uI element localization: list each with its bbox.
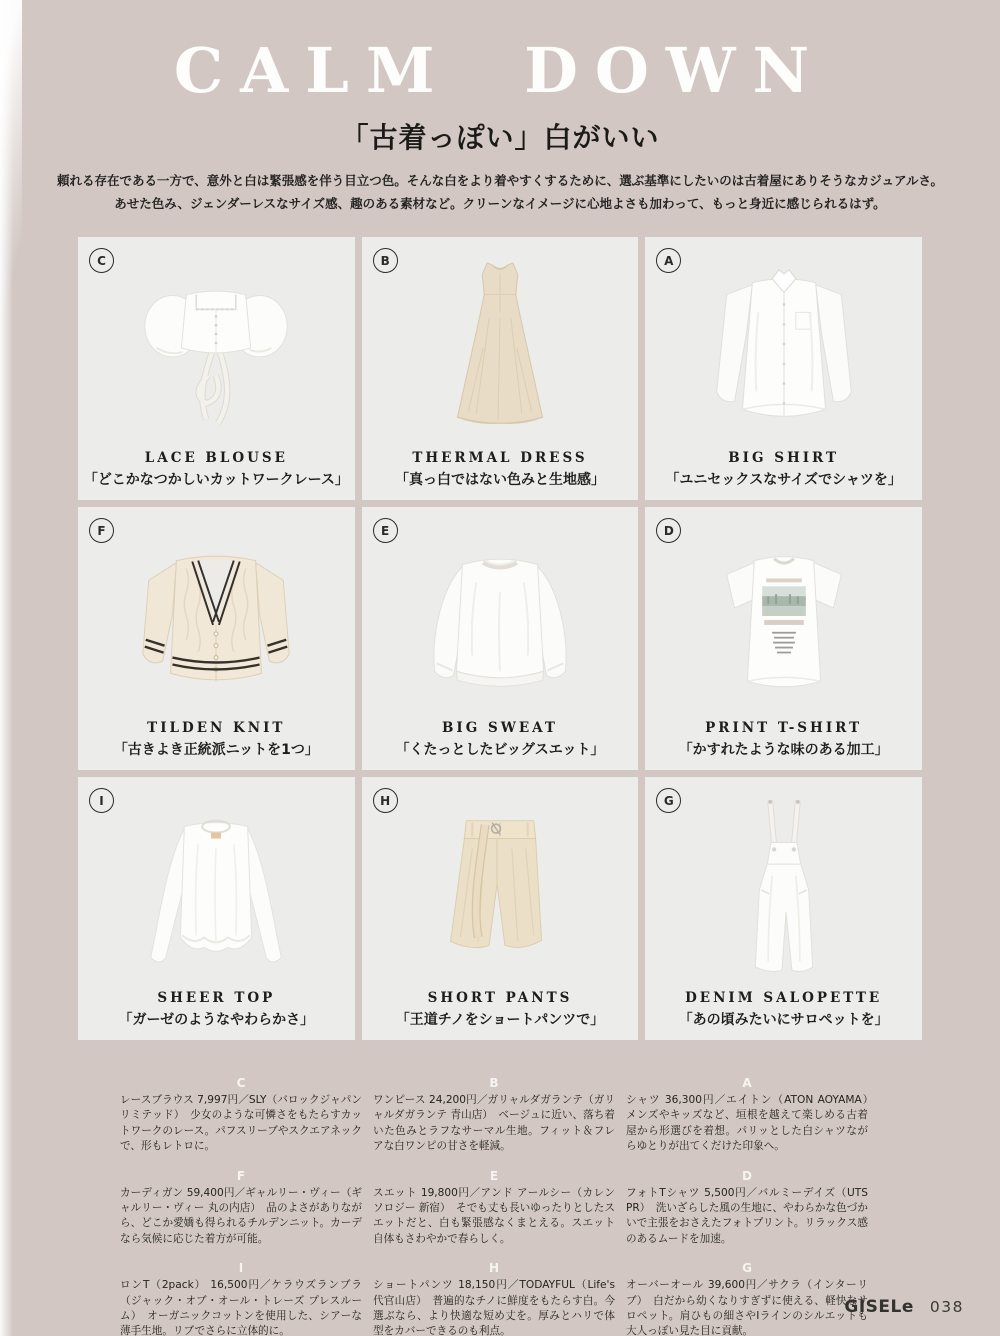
detail-entry-g xyxy=(626,1261,868,1336)
entry-letter: D xyxy=(742,1168,752,1183)
intro-line-2: あせた色み、ジェンダーレスなサイズ感、趣のある素材など。クリーンなイメージに心地よさも加わって、もっと身近に感じられるはず。 xyxy=(114,196,886,212)
product-caption: 「ユニセックスなサイズでシャツを」 xyxy=(665,472,902,488)
tilden-knit-image xyxy=(100,523,332,709)
product-photo xyxy=(645,777,922,990)
letter-badge xyxy=(89,518,114,543)
detail-entry-h xyxy=(373,1261,615,1336)
entry-text: ロンT（2pack） 16,500円／ケラウズランブラ（ジャック・オブ・オール・トレーズ プレスルーム） オーガニックコットンを使用した、シアーな薄手生地。リブでさらに立体的に。 xyxy=(120,1279,362,1336)
product-photo xyxy=(78,777,355,990)
letter-badge xyxy=(89,788,114,813)
product-photo xyxy=(362,777,639,990)
entry-text: オーバーオール 39,600円／サクラ（インターリブ） 白だから幼くなりすぎずに使える、軽快なサロペット。肩ひもの細さやIラインのシルエットも大人っぽい見た目に貢献。 xyxy=(626,1279,868,1336)
letter-badge xyxy=(373,518,398,543)
product-caption: 「あの頃みたいにサロペットを」 xyxy=(678,1012,889,1028)
entry-letter: B xyxy=(489,1076,499,1090)
letter-badge-text: G xyxy=(663,793,674,808)
product-grid xyxy=(78,237,922,1040)
product-photo xyxy=(645,237,922,450)
product-name: LACE BLOUSE xyxy=(144,450,288,466)
detail-entry-f xyxy=(120,1169,362,1248)
letter-badge-text: C xyxy=(97,253,106,268)
product-caption: 「くたっとしたビッグスエット」 xyxy=(395,742,605,758)
intro-paragraph xyxy=(0,169,1000,215)
entry-letter: G xyxy=(742,1261,752,1276)
big-shirt-image xyxy=(668,253,900,439)
product-name: BIG SWEAT xyxy=(442,720,558,736)
product-photo xyxy=(362,237,639,450)
product-name: BIG SHIRT xyxy=(728,450,840,466)
entry-letter: E xyxy=(489,1168,499,1183)
product-caption: 「かすれたような味のある加工」 xyxy=(678,742,889,758)
product-caption: 「どこかなつかしいカットワークレース」 xyxy=(83,472,349,488)
entry-letter: F xyxy=(236,1168,246,1183)
product-name: TILDEN KNIT xyxy=(147,720,286,736)
entry-letter: C xyxy=(236,1076,246,1090)
detail-column-2 xyxy=(373,1076,615,1336)
letter-badge-text: F xyxy=(97,523,106,538)
entry-letter: I xyxy=(238,1261,244,1276)
letter-badge-text: I xyxy=(99,793,104,808)
product-name: PRINT T-SHIRT xyxy=(705,720,863,736)
product-name: THERMAL DRESS xyxy=(412,450,588,466)
entry-text: ショートパンツ 18,150円／TODAYFUL（Life's 代官山店） 普遍的なチノに鮮度をもたらす白。今選ぶなら、より快適な短め丈を。厚みとハリで体型をカバーできるのも利点。 xyxy=(373,1279,615,1336)
entry-letter: A xyxy=(742,1076,752,1090)
product-card-denim-salopette xyxy=(645,777,922,1040)
thermal-dress-image xyxy=(384,253,616,439)
product-card-short-pants xyxy=(362,777,639,1040)
magazine-logo: GISELe xyxy=(844,1297,914,1317)
product-name: SHORT PANTS xyxy=(427,990,573,1006)
letter-badge-text: H xyxy=(380,793,391,808)
product-card-big-sweat xyxy=(362,507,639,770)
detail-entry-i xyxy=(120,1261,362,1336)
entry-text: シャツ 36,300円／エイトン（ATON AOYAMA） メンズやキッズなど、垣根を越えて楽しめる古着屋から形選びを着想。パリッとした白シャツながらゆとりが出てくだけた印象へ。 xyxy=(626,1094,879,1153)
page-subtitle: 「古着っぽい」白がいい xyxy=(340,121,660,155)
intro-line-1: 頼れる存在である一方で、意外と白は緊張感を伴う目立つ色。そんな白をより着やすくするために、選ぶ基準にしたいのは古着屋にありそうなカジュアルさ。 xyxy=(56,173,943,189)
product-photo xyxy=(78,507,355,720)
product-card-sheer-top xyxy=(78,777,355,1040)
product-photo xyxy=(645,507,922,720)
detail-entry-b xyxy=(373,1076,615,1155)
entry-text: フォトTシャツ 5,500円／バルミーデイズ（UTS PR） 洗いざらした風の生地に、やわらかな色づかいで主張をおさえたフォトプリント。リラックス感のあるムードを加速。 xyxy=(626,1186,868,1245)
letter-badge-text: E xyxy=(381,523,390,538)
short-pants-image xyxy=(384,793,616,979)
lace-blouse-image xyxy=(100,253,332,439)
letter-badge-text: B xyxy=(380,253,390,268)
product-photo xyxy=(362,507,639,720)
page-footer xyxy=(844,1297,964,1317)
entry-text: スエット 19,800円／アンド アールシー（カレンソロジー 新宿） そでも丈も長いゆったりとしたスエットだと、白も緊張感なくまとえる。スエット自体もさわやかで春らしく。 xyxy=(373,1186,615,1245)
product-name: SHEER TOP xyxy=(157,990,276,1006)
product-card-big-shirt xyxy=(645,237,922,500)
detail-entry-e xyxy=(373,1169,615,1248)
letter-badge-text: D xyxy=(663,523,674,538)
detail-entry-d xyxy=(626,1169,868,1248)
letter-badge xyxy=(373,788,398,813)
product-caption: 「ガーゼのようなやわらかさ」 xyxy=(118,1012,315,1028)
product-name: DENIM SALOPETTE xyxy=(685,990,883,1006)
letter-badge-text: A xyxy=(664,253,674,268)
detail-entry-c xyxy=(120,1076,362,1155)
entry-text: カーディガン 59,400円／ギャルリー・ヴィー（ギャルリー・ヴィー 丸の内店） 品のよさがありながら、どこか愛嬌も得られるチルデンニット。カーデなら気候に応じた着方が可能。 xyxy=(120,1186,362,1245)
product-card-tilden-knit xyxy=(78,507,355,770)
detail-column-1 xyxy=(120,1076,362,1336)
product-caption: 「王道チノをショートパンツで」 xyxy=(395,1012,605,1028)
denim-salopette-image xyxy=(668,793,900,979)
product-card-print-tshirt xyxy=(645,507,922,770)
product-caption: 「真っ白ではない色みと生地感」 xyxy=(394,472,605,488)
print-tshirt-image xyxy=(668,523,900,709)
letter-badge xyxy=(89,248,114,273)
page-title: CALM DOWN xyxy=(173,34,827,107)
product-photo xyxy=(78,237,355,450)
sheer-top-image xyxy=(100,793,332,979)
entry-text: レースブラウス 7,997円／SLY（バロックジャパンリミテッド） 少女のような可憐さをもたらすカットワークのレース。パフスリーブやスクエアネックで、形もレトロに。 xyxy=(120,1094,362,1153)
entry-text: ワンピース 24,200円／ガリャルダガランテ（ガリャルダガランテ 青山店） ベージュに近い、落ち着いた色みとラフなサーマル生地。フィット＆フレアな白ワンピの甘さを軽減。 xyxy=(373,1094,615,1153)
entry-letter: H xyxy=(488,1261,500,1276)
product-card-lace-blouse xyxy=(78,237,355,500)
page-number: 038 xyxy=(929,1298,964,1316)
detail-entry-a xyxy=(626,1076,879,1155)
product-card-thermal-dress xyxy=(362,237,639,500)
product-caption: 「古きよき正統派ニットを1つ」 xyxy=(113,742,319,758)
letter-badge xyxy=(373,248,398,273)
big-sweat-image xyxy=(384,523,616,709)
